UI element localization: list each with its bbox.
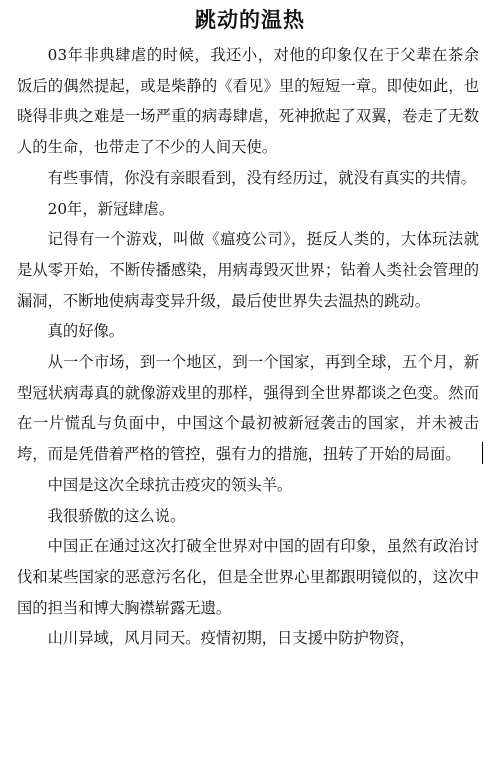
paragraph-1: 03年非典肆虐的时候，我还小，对他的印象仅在于父辈在茶余饭后的偶然提起，或是柴静的《看见》里的短短一章。即使如此，也晓得非典之难是一场严重的病毒肆虐，死神掀起了双翼，卷走了无数人的生命，也带走了不少的人间天使。	[17, 46, 479, 157]
paragraph-5: 真的好像。	[47, 322, 125, 341]
paragraph-2: 有些事情，你没有亲眼看到，没有经历过，就没有真实的共情。	[47, 168, 476, 187]
text-cursor	[482, 442, 483, 464]
paragraph-7: 中国是这次全球抗击疫灾的领头羊。	[47, 475, 293, 494]
document-body[interactable]	[17, 40, 479, 654]
paragraph-6: 从一个市场，到一个地区，到一个国家，再到全球，五个月，新型冠状病毒真的就像游戏里的那样，强得到全世界都谈之色变。然而在一片慌乱与负面中，中国这个最初被新冠袭击的国家，并未被击垮，而是凭借着严格的管控，强有力的措施，扭转了开始的局面。	[17, 353, 479, 464]
paragraph-10: 山川异域，风月同天。疫情初期，日支援中防护物资，	[47, 629, 415, 648]
document-title: 跳动的温热	[195, 7, 305, 32]
paragraph-9: 中国正在通过这次打破全世界对中国的固有印象，虽然有政治讨伐和某些国家的恶意污名化，但是全世界心里都跟明镜似的，这次中国的担当和博大胸襟崭露无遗。	[17, 537, 479, 617]
paragraph-3: 20年，新冠肆虐。	[47, 199, 175, 218]
paragraph-8: 我很骄傲的这么说。	[47, 506, 186, 525]
paragraph-4: 记得有一个游戏，叫做《瘟疫公司》，挺反人类的，大体玩法就是从零开始，不断传播感染，用病毒毁灭世界；钻着人类社会管理的漏洞，不断地使病毒变异升级，最后使世界失去温热的跳动。	[17, 230, 479, 310]
